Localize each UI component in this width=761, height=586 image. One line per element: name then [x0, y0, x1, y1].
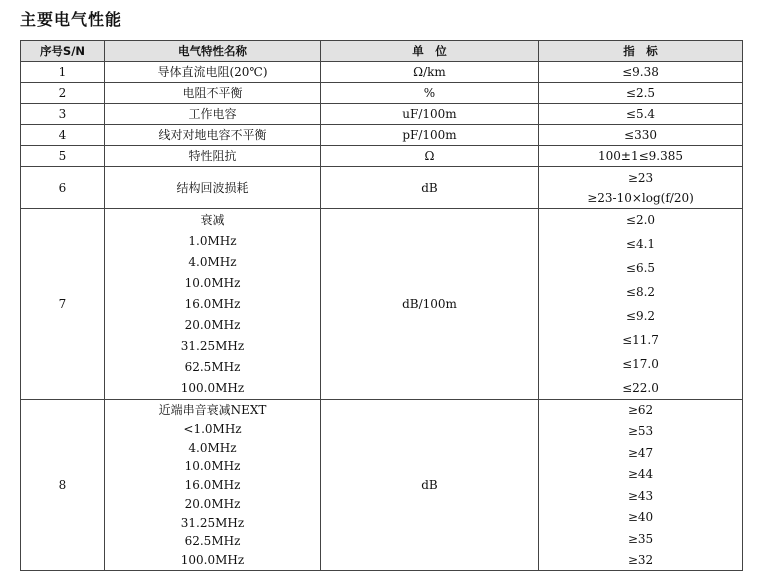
header-specification: 指 标 [539, 41, 743, 62]
spec-value: ≥44 [627, 467, 654, 482]
frequency-label: 31.25MHz [180, 339, 245, 353]
frequency-label: 1.0MHz [188, 234, 237, 248]
property-name: 电阻不平衡 [105, 83, 321, 104]
spec-value: 100±1≤9.385 [539, 146, 743, 167]
unit-value: % [321, 83, 539, 104]
row-number: 1 [21, 62, 105, 83]
table-row [21, 146, 743, 167]
frequency-label: 10.0MHz [184, 459, 241, 474]
spec-value: ≤22.0 [622, 381, 659, 395]
page-title: 主要电气性能 [20, 10, 123, 29]
spec-cell [539, 400, 743, 571]
row-number: 6 [21, 167, 105, 209]
property-name-cell [105, 209, 321, 400]
property-name: 结构回波损耗 [105, 167, 321, 209]
spec-value: ≥47 [627, 445, 654, 460]
spec-value: ≤8.2 [625, 285, 656, 299]
spec-value: ≤2.5 [539, 83, 743, 104]
unit-value: pF/100m [321, 125, 539, 146]
spec-value: ≤2.0 [625, 213, 656, 227]
table-row [21, 83, 743, 104]
unit-value: Ω/km [321, 62, 539, 83]
spec-value: ≤17.0 [622, 357, 659, 371]
row-number: 5 [21, 146, 105, 167]
spec-value: ≥62 [627, 403, 654, 417]
frequency-label: 62.5MHz [184, 534, 241, 549]
frequency-label: 31.25MHz [180, 515, 245, 530]
property-name: 导体直流电阻(20℃) [105, 62, 321, 83]
spec-value: ≤6.5 [625, 261, 656, 275]
spec-value: ≥53 [627, 424, 654, 439]
unit-value: uF/100m [321, 104, 539, 125]
spec-value: ≤9.38 [539, 62, 743, 83]
property-name: 特性阻抗 [105, 146, 321, 167]
frequency-label: 4.0MHz [188, 440, 237, 455]
table-row [21, 62, 743, 83]
header-serial-number: 序号S/N [21, 41, 105, 62]
spec-value: ≤5.4 [539, 104, 743, 125]
row-number: 3 [21, 104, 105, 125]
property-name: 工作电容 [105, 104, 321, 125]
unit-value: Ω [321, 146, 539, 167]
spec-value: ≤11.7 [622, 333, 659, 347]
table-row [21, 125, 743, 146]
spec-value: ≥23-10×log(f/20) [587, 190, 694, 205]
row-number: 8 [21, 400, 105, 571]
spec-value: ≥32 [627, 552, 654, 567]
spec-value: ≤9.2 [625, 309, 656, 323]
unit-value: dB/100m [321, 209, 539, 400]
frequency-label: 20.0MHz [184, 496, 241, 511]
header-property-name: 电气特性名称 [105, 41, 321, 62]
row-number: 2 [21, 83, 105, 104]
table-row-return-loss [21, 167, 743, 209]
frequency-label: 16.0MHz [184, 478, 241, 492]
row-number: 7 [21, 209, 105, 400]
electrical-performance-table [20, 40, 743, 571]
frequency-label: 16.0MHz [184, 297, 241, 311]
property-name: 近端串音衰减NEXT [158, 403, 267, 417]
frequency-label: 4.0MHz [188, 255, 237, 269]
table-header-row [21, 41, 743, 62]
spec-value: ≥40 [627, 510, 654, 525]
row-number: 4 [21, 125, 105, 146]
spec-value: ≤4.1 [625, 237, 656, 251]
header-unit: 单 位 [321, 41, 539, 62]
frequency-label: 100.0MHz [180, 553, 245, 567]
frequency-label: 100.0MHz [180, 381, 245, 395]
unit-value: dB [321, 400, 539, 571]
table-row-next [21, 400, 743, 571]
table-row [21, 104, 743, 125]
property-name: 衰减 [200, 213, 225, 227]
frequency-label: 20.0MHz [184, 318, 241, 332]
spec-cell [539, 209, 743, 400]
spec-value: ≥35 [627, 531, 654, 546]
property-name-cell [105, 400, 321, 571]
frequency-label: 10.0MHz [184, 276, 241, 290]
frequency-label: <1.0MHz [183, 421, 242, 436]
unit-value: dB [321, 167, 539, 209]
property-name: 线对对地电容不平衡 [105, 125, 321, 146]
spec-value: ≥23 [627, 170, 654, 185]
spec-cell [539, 167, 743, 209]
frequency-label: 62.5MHz [184, 360, 241, 374]
spec-value: ≤330 [539, 125, 743, 146]
table-row-attenuation [21, 209, 743, 400]
spec-value: ≥43 [627, 488, 654, 503]
